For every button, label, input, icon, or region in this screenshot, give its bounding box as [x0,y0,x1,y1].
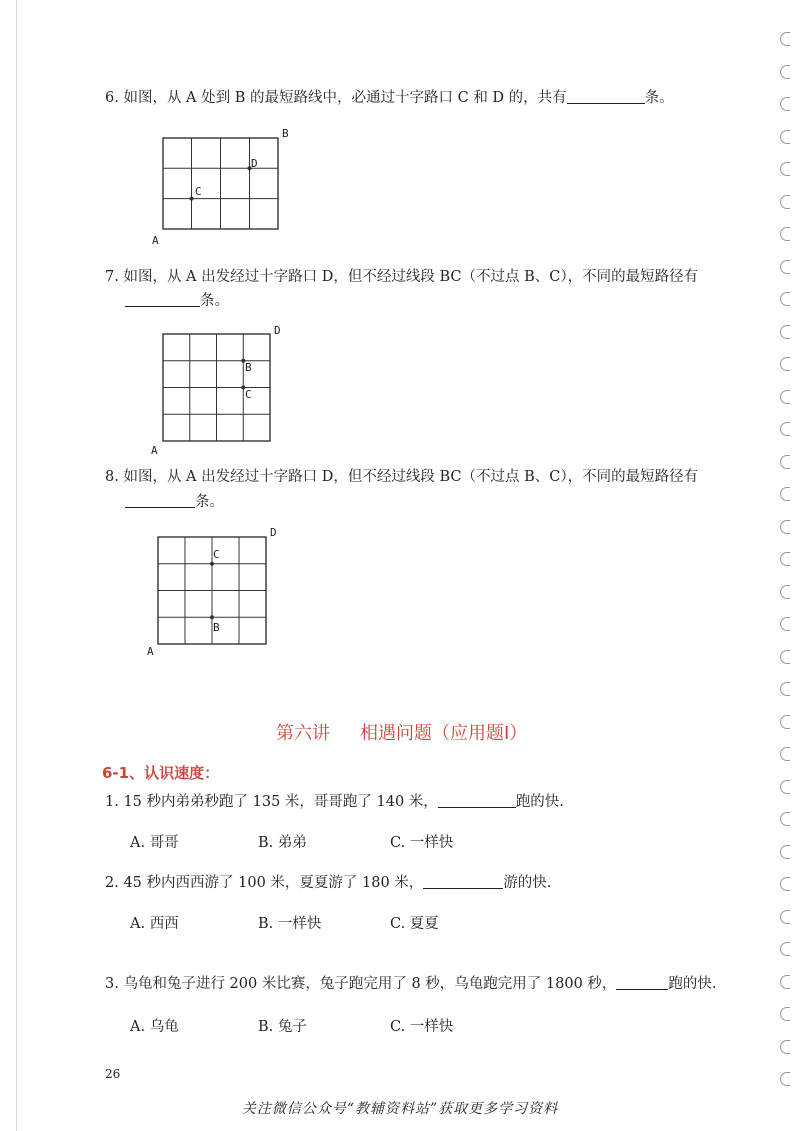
binding-ring-icon [780,97,790,111]
option-a[interactable]: A. 西西 [130,916,179,932]
page-edge [16,0,17,1131]
option-b[interactable]: B. 一样快 [258,916,322,932]
question-number: 8. [105,469,119,485]
binding-ring-icon [780,357,790,371]
answer-blank[interactable] [125,292,200,307]
binding-ring-icon [780,910,790,924]
question-number: 3. [105,976,119,992]
binding-ring-icon [780,195,790,209]
binding-ring-icon [780,325,790,339]
binding-ring-icon [780,130,790,144]
mc-question-1 [105,793,564,810]
grid-figure-6 [162,137,284,232]
lecture-heading [276,719,527,745]
binding-ring-icon [780,812,790,826]
binding-ring-icon [780,585,790,599]
binding-ring-icon [780,780,790,794]
grid-figure-7 [162,333,272,443]
point-label-d: D [270,526,277,539]
question-7-line2 [125,292,229,309]
binding-ring-icon [780,1007,790,1021]
binding-ring-icon [780,715,790,729]
answer-blank[interactable] [438,793,516,808]
question-text: 15 秒内弟弟秒跑了 135 米，哥哥跑了 140 米， [123,794,438,810]
option-a[interactable]: A. 乌龟 [130,1019,179,1035]
point-label-d: D [251,157,258,170]
question-text: 乌龟和兔子进行 200 米比赛，兔子跑完用了 8 秒，乌龟跑完用了 1800 秒， [123,976,617,992]
question-text: 如图，从 A 出发经过十字路口 D，但不经过线段 BC（不过点 B、C），不同的最短路径有 [123,469,699,485]
question-suffix: 跑的快. [668,976,717,992]
binding-ring-icon [780,650,790,664]
binding-ring-icon [780,1040,790,1054]
answer-blank[interactable] [616,975,668,990]
binding-ring-icon [780,1072,790,1086]
question-text: 45 秒内西西游了 100 米，夏夏游了 180 米， [123,875,424,891]
point-label-c: C [213,548,220,561]
point-label-a: A [151,444,158,457]
question-8 [105,470,698,485]
binding-ring-icon [780,487,790,501]
question-text: 如图，从 A 出发经过十字路口 D，但不经过线段 BC（不过点 B、C），不同的最短路径有 [123,269,699,285]
binding-ring-icon [780,227,790,241]
binding-ring-icon [780,682,790,696]
binding-ring-icon [780,552,790,566]
point-label-c: C [195,185,202,198]
mc-question-2 [105,874,551,891]
question-number: 1. [105,794,119,810]
question-suffix: 条。 [644,90,674,106]
binding-ring-icon [780,617,790,631]
point-label-a: A [152,234,159,247]
binding-ring-icon [780,942,790,956]
question-number: 6. [105,90,119,106]
binding-ring-icon [780,520,790,534]
binding-ring-icon [780,877,790,891]
option-c[interactable]: C. 一样快 [390,835,454,851]
binding-ring-icon [780,32,790,46]
question-text: 如图，从 A 处到 B 的最短路线中，必通过十字路口 C 和 D 的，共有 [123,90,567,106]
binding-ring-icon [780,455,790,469]
option-b[interactable]: B. 弟弟 [258,835,307,851]
binding-ring-icon [780,292,790,306]
question-6 [105,89,674,106]
option-a[interactable]: A. 哥哥 [130,835,179,851]
point-label-b: B [213,621,220,634]
binding-ring-icon [780,162,790,176]
question-8-line2 [125,493,224,510]
option-b[interactable]: B. 兔子 [258,1019,307,1035]
binding-ring-icon [780,390,790,404]
answer-blank[interactable] [567,89,645,104]
mc-question-3 [105,975,717,992]
binding-ring-icon [780,975,790,989]
footer-notice: 关注微信公众号“教辅资料站”获取更多学习资料 [241,1101,559,1117]
binding-ring-icon [780,260,790,274]
page-number: 26 [105,1067,121,1081]
point-label-d: D [274,324,281,337]
question-7 [105,270,698,285]
question-suffix: 条。 [195,494,224,510]
answer-blank[interactable] [423,874,503,889]
lecture-title: 相遇问题（应用题Ⅰ） [360,723,528,744]
question-suffix: 跑的快. [515,794,564,810]
binding-ring-icon [780,747,790,761]
question-suffix: 条。 [200,293,229,309]
option-c[interactable]: C. 夏夏 [390,916,439,932]
question-number: 7. [105,269,119,285]
lecture-number: 第六讲 [276,723,330,744]
section-title: 6-1、认识速度： [102,764,220,782]
option-c[interactable]: C. 一样快 [390,1019,454,1035]
point-label-c: C [245,388,252,401]
point-label-b: B [245,361,252,374]
binding-ring-icon [780,422,790,436]
binding-ring-icon [780,845,790,859]
point-label-b: B [282,127,289,140]
question-number: 2. [105,875,119,891]
binding-ring-icon [780,65,790,79]
question-suffix: 游的快. [503,875,552,891]
answer-blank[interactable] [125,493,195,508]
point-label-a: A [147,645,154,658]
